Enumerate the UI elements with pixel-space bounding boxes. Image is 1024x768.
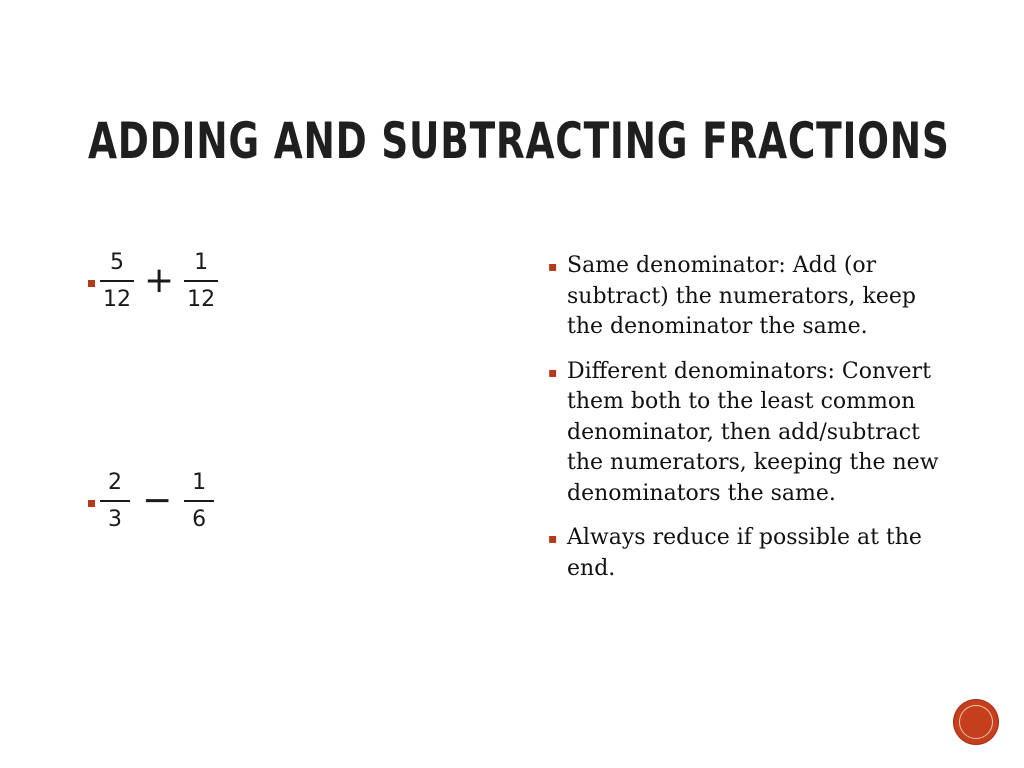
fraction-5-12 bbox=[98, 250, 136, 313]
numerator: 1 bbox=[192, 470, 207, 495]
fraction-bar bbox=[100, 500, 130, 502]
bullet-text: Same denominator: Add (or subtract) the numerators, keep the denominator the same. bbox=[567, 253, 916, 339]
bullet-square-icon bbox=[88, 500, 95, 507]
denominator: 3 bbox=[108, 507, 122, 532]
plus-operator: + bbox=[144, 259, 175, 301]
list-item bbox=[548, 251, 948, 343]
fraction-2-3 bbox=[98, 470, 132, 533]
fraction-1-6 bbox=[182, 470, 216, 533]
rules-list bbox=[548, 251, 948, 598]
fraction-example-addition bbox=[88, 250, 220, 313]
fraction-example-subtraction bbox=[88, 470, 216, 533]
list-item bbox=[548, 357, 948, 510]
denominator: 12 bbox=[187, 287, 216, 312]
fraction-bar bbox=[184, 500, 214, 502]
numerator: 5 bbox=[110, 250, 124, 275]
corner-circle-logo-icon bbox=[954, 700, 998, 744]
bullet-text: Different denominators: Convert them both to the least common denominator, then add/subtract the numerators, keeping the new denominators the same. bbox=[567, 358, 939, 506]
bullet-text: Always reduce if possible at the end. bbox=[567, 525, 922, 581]
minus-operator: − bbox=[142, 479, 173, 521]
denominator: 6 bbox=[192, 507, 207, 532]
list-item bbox=[548, 523, 948, 584]
slide-title: ADDING AND SUBTRACTING FRACTIONS bbox=[88, 112, 950, 170]
fraction-bar bbox=[100, 280, 134, 282]
bullet-square-icon: ▪ bbox=[548, 259, 558, 275]
bullet-square-icon: ▪ bbox=[548, 531, 558, 547]
bullet-square-icon: ▪ bbox=[548, 364, 558, 381]
numerator: 1 bbox=[194, 250, 209, 275]
fraction-bar bbox=[184, 280, 218, 282]
logo-ring bbox=[959, 705, 993, 739]
denominator: 12 bbox=[103, 287, 131, 312]
fraction-1-12 bbox=[182, 250, 220, 313]
numerator: 2 bbox=[108, 470, 122, 495]
bullet-square-icon bbox=[88, 280, 95, 287]
